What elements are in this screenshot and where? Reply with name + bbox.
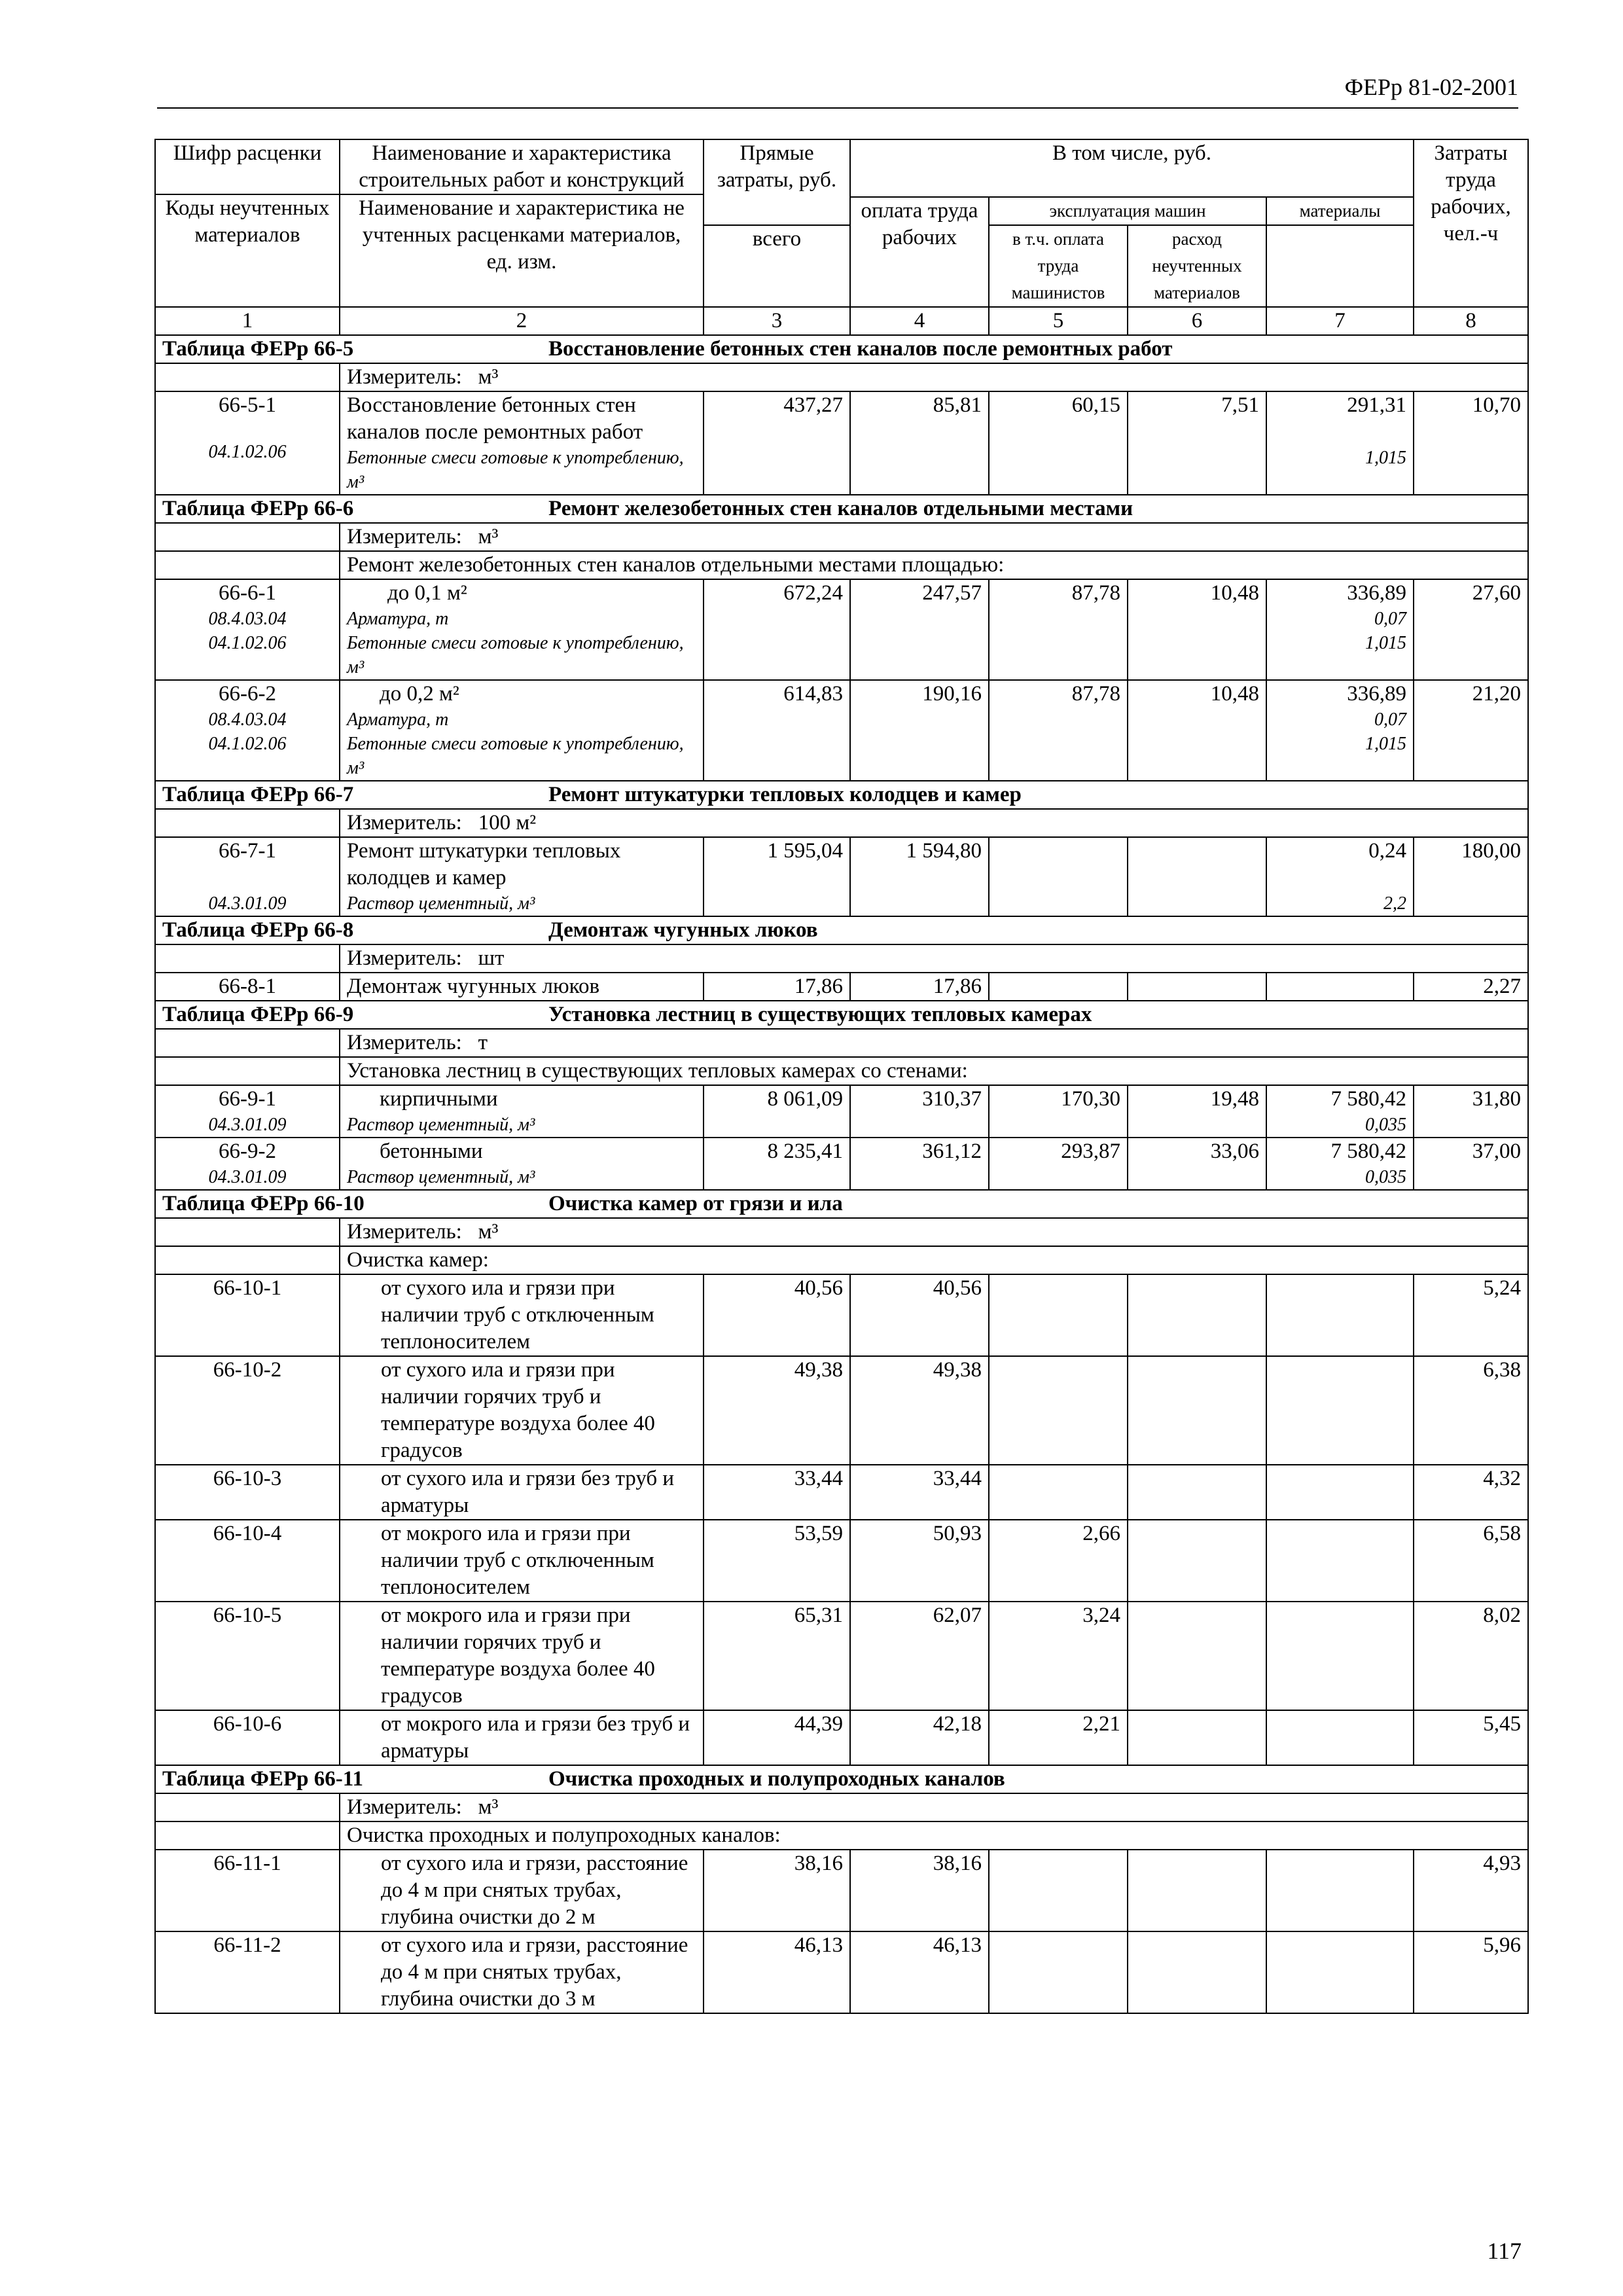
section-title-66-5 — [155, 335, 1528, 363]
table-cell: 310,37 — [850, 1085, 989, 1138]
table-cell: Раствор цементный, м³ — [347, 893, 535, 914]
table-row — [155, 837, 1528, 916]
table-cell: 0,07 — [1374, 609, 1407, 629]
table-row — [155, 1085, 1528, 1138]
table-cell: Таблица ФЕРр 66-10 — [162, 1192, 365, 1215]
table-cell: 46,13 — [850, 1931, 989, 2013]
table-row — [155, 1138, 1528, 1190]
table-cell: 10,48 — [1128, 579, 1266, 680]
col-num: 7 — [1266, 307, 1414, 335]
table-cell: 5,45 — [1414, 1710, 1528, 1765]
section-title-66-9 — [155, 1001, 1528, 1029]
table-cell: Таблица ФЕРр 66-11 — [162, 1767, 363, 1791]
table-cell: бетонными — [380, 1139, 483, 1163]
table-cell: 66-10-5 — [155, 1602, 340, 1710]
table-cell: от мокрого ила и грязи при наличии труб с отключенным теплоносителем — [340, 1520, 704, 1602]
table-cell: 336,89 — [1347, 682, 1407, 706]
table-cell: 1,015 — [1365, 448, 1407, 468]
table-cell: м³ — [478, 1795, 499, 1819]
table-cell: 04.3.01.09 — [208, 893, 287, 914]
table-cell: 672,24 — [704, 579, 850, 680]
table-cell: Измеритель: — [347, 811, 462, 834]
table-cell: 2,27 — [1414, 973, 1528, 1001]
table-cell: 66-6-1 — [219, 581, 276, 605]
table-cell: 44,39 — [704, 1710, 850, 1765]
table-cell: 6,38 — [1414, 1356, 1528, 1465]
table-cell: 7 580,42 — [1330, 1139, 1407, 1163]
group-intro: Ремонт железобетонных стен каналов отдельными местами площадью: — [340, 551, 1528, 579]
table-cell: 7,51 — [1128, 391, 1266, 495]
table-cell: 50,93 — [850, 1520, 989, 1602]
table-cell: Ремонт штукатурки тепловых колодцев и камер — [347, 839, 621, 889]
section-code: Таблица ФЕРр 66-5 — [162, 337, 354, 361]
section-title-66-10 — [155, 1190, 1528, 1218]
table-cell: Таблица ФЕРр 66-7 — [162, 783, 354, 806]
table-cell: Раствор цементный, м³ — [347, 1115, 535, 1135]
table-cell: 66-10-2 — [155, 1356, 340, 1465]
table-cell: 614,83 — [704, 680, 850, 781]
table-cell: 04.1.02.06 — [208, 442, 287, 462]
table-cell: 2,66 — [989, 1520, 1128, 1602]
header-code: Шифр расценки — [155, 139, 340, 194]
table-cell: до 0,2 м² — [380, 682, 459, 706]
table-cell: Установка лестниц в существующих тепловых камерах со стенами: — [340, 1057, 1528, 1085]
table-cell: 5,24 — [1414, 1274, 1528, 1356]
table-cell: 66-10-4 — [155, 1520, 340, 1602]
document-code: ФЕРр 81-02-2001 — [1344, 74, 1518, 100]
table-cell: Измеритель: — [347, 1795, 462, 1819]
table-cell: 190,16 — [850, 680, 989, 781]
table-cell: 10,48 — [1128, 680, 1266, 781]
table-cell: 7 580,42 — [1330, 1087, 1407, 1111]
table-cell: 04.3.01.09 — [208, 1115, 287, 1135]
table-cell: 1 594,80 — [850, 837, 989, 916]
header-unaccounted: расход неучтенных материалов — [1128, 225, 1266, 307]
table-row — [155, 1465, 1528, 1520]
table-cell: кирпичными — [380, 1087, 498, 1111]
table-cell: от сухого ила и грязи без труб и арматуры — [340, 1465, 704, 1520]
table-header-row — [155, 139, 1528, 194]
table-cell: 60,15 — [989, 391, 1128, 495]
table-cell: 66-7-1 — [219, 839, 276, 863]
header-labor: оплата труда рабочих — [850, 197, 989, 307]
section-title: Восстановление бетонных стен каналов после ремонтных работ — [548, 337, 1173, 361]
col-num: 2 — [340, 307, 704, 335]
header-name: Наименование и характеристика строительных работ и конструкций — [340, 139, 704, 194]
header-machinists: в т.ч. оплата труда машинистов — [989, 225, 1128, 307]
table-cell: 293,87 — [989, 1138, 1128, 1190]
table-cell: 04.1.02.06 — [208, 633, 287, 653]
table-cell: 04.3.01.09 — [208, 1167, 287, 1187]
table-cell: 33,44 — [704, 1465, 850, 1520]
table-cell: 0,24 — [1368, 839, 1407, 863]
header-machines: эксплуатация машин — [989, 197, 1266, 225]
table-row — [155, 1274, 1528, 1356]
table-cell: Таблица ФЕРр 66-8 — [162, 918, 354, 942]
page-number: 117 — [1487, 2238, 1522, 2264]
table-cell: Бетонные смеси готовые к употреблению, м³ — [347, 633, 684, 677]
table-cell: 170,30 — [989, 1085, 1128, 1138]
table-cell: 1 595,04 — [704, 837, 850, 916]
table-cell: 8 061,09 — [704, 1085, 850, 1138]
table-cell: 04.1.02.06 — [208, 734, 287, 754]
table-cell: 66-6-2 — [219, 682, 276, 706]
header-group: В том числе, руб. — [850, 139, 1414, 197]
col-num: 3 — [704, 307, 850, 335]
section-title-66-11 — [155, 1765, 1528, 1793]
table-cell: 17,86 — [704, 973, 850, 1001]
table-cell: 42,18 — [850, 1710, 989, 1765]
table-cell: 31,80 — [1414, 1085, 1528, 1138]
table-cell: 27,60 — [1414, 579, 1528, 680]
table-cell: 85,81 — [850, 391, 989, 495]
table-cell: 87,78 — [989, 680, 1128, 781]
table-cell: 66-11-2 — [155, 1931, 340, 2013]
table-cell: т — [478, 1031, 488, 1054]
table-cell: 62,07 — [850, 1602, 989, 1710]
table-cell: 08.4.03.04 — [208, 609, 287, 629]
table-cell: Очистка камер: — [340, 1246, 1528, 1274]
section-title-66-8 — [155, 916, 1528, 944]
table-cell: от мокрого ила и грязи без труб и арматуры — [340, 1710, 704, 1765]
table-cell: 40,56 — [850, 1274, 989, 1356]
price-table — [154, 139, 1529, 2014]
header-hours: Затраты труда рабочих, чел.-ч — [1414, 139, 1528, 307]
table-cell: 437,27 — [704, 391, 850, 495]
table-cell: 4,93 — [1414, 1850, 1528, 1931]
table-cell: 17,86 — [850, 973, 989, 1001]
table-cell: 3,24 — [989, 1602, 1128, 1710]
col-num: 6 — [1128, 307, 1266, 335]
table-cell: Демонтаж чугунных люков — [548, 918, 818, 942]
col-num: 1 — [155, 307, 340, 335]
table-cell: 0,07 — [1374, 709, 1407, 730]
table-cell: 19,48 — [1128, 1085, 1266, 1138]
table-cell: 08.4.03.04 — [208, 709, 287, 730]
table-cell: 100 м² — [478, 811, 537, 834]
table-cell: 37,00 — [1414, 1138, 1528, 1190]
table-cell: 66-5-1 — [219, 393, 276, 417]
table-cell: Таблица ФЕРр 66-9 — [162, 1003, 354, 1026]
table-cell: 5,96 — [1414, 1931, 1528, 2013]
table-cell: 361,12 — [850, 1138, 989, 1190]
table-cell: 46,13 — [704, 1931, 850, 2013]
table-cell: Демонтаж чугунных люков — [340, 973, 704, 1001]
table-cell: до 0,1 м² — [387, 581, 467, 605]
table-cell: 8 235,41 — [704, 1138, 850, 1190]
table-cell: 66-9-1 — [219, 1087, 276, 1111]
table-row — [155, 1850, 1528, 1931]
header-materials-names: Наименование и характеристика не учтенных расценками материалов, ед. изм. — [340, 194, 704, 307]
table-cell: 247,57 — [850, 579, 989, 680]
table-row — [155, 1520, 1528, 1602]
measure-unit: м³ — [478, 365, 499, 389]
table-cell: от сухого ила и грязи, расстояние до 4 м при снятых трубах, глубина очистки до 3 м — [340, 1931, 704, 2013]
table-cell: 1,015 — [1365, 633, 1407, 653]
table-cell: Арматура, т — [347, 609, 449, 629]
table-cell: 21,20 — [1414, 680, 1528, 781]
table-row — [155, 680, 1528, 781]
table-row — [155, 579, 1528, 680]
table-cell: от сухого ила и грязи, расстояние до 4 м при снятых трубах, глубина очистки до 2 м — [340, 1850, 704, 1931]
table-cell: 180,00 — [1414, 837, 1528, 916]
table-cell: шт — [478, 946, 505, 970]
table-row — [155, 1931, 1528, 2013]
table-row — [155, 391, 1528, 495]
table-cell: 53,59 — [704, 1520, 850, 1602]
section-title-66-7 — [155, 781, 1528, 809]
table-cell: 33,44 — [850, 1465, 989, 1520]
header-machines-total: всего — [704, 225, 850, 307]
table-cell: Ремонт штукатурки тепловых колодцев и камер — [548, 783, 1022, 806]
table-cell: 6,58 — [1414, 1520, 1528, 1602]
table-cell: 66-11-1 — [155, 1850, 340, 1931]
table-cell: 291,31 — [1347, 393, 1407, 417]
measure-label: Измеритель: — [347, 365, 462, 389]
col-num: 8 — [1414, 307, 1528, 335]
table-cell: 66-10-6 — [155, 1710, 340, 1765]
column-numbers-row — [155, 307, 1528, 335]
table-cell: Измеритель: — [347, 946, 462, 970]
table-cell: 2,21 — [989, 1710, 1128, 1765]
table-cell: Очистка камер от грязи и ила — [548, 1192, 843, 1215]
table-cell: Восстановление бетонных стен каналов после ремонтных работ — [347, 393, 643, 444]
table-cell: Очистка проходных и полупроходных каналов — [548, 1767, 1005, 1791]
table-row — [155, 973, 1528, 1001]
table-cell: 87,78 — [989, 579, 1128, 680]
table-cell: Измеритель: — [347, 525, 462, 548]
table-cell: 38,16 — [850, 1850, 989, 1931]
table-cell: Арматура, т — [347, 709, 449, 730]
table-cell: 49,38 — [850, 1356, 989, 1465]
header-materials: материалы — [1266, 197, 1414, 225]
table-cell: 66-10-1 — [155, 1274, 340, 1356]
table-cell: 10,70 — [1414, 391, 1528, 495]
table-cell: 336,89 — [1347, 581, 1407, 605]
table-cell: 33,06 — [1128, 1138, 1266, 1190]
table-cell: 66-8-1 — [155, 973, 340, 1001]
table-cell: Таблица ФЕРр 66-6 — [162, 497, 354, 520]
table-cell: Измеритель: — [347, 1031, 462, 1054]
table-cell: 40,56 — [704, 1274, 850, 1356]
table-cell: Очистка проходных и полупроходных каналов: — [340, 1821, 1528, 1850]
header-rule — [157, 107, 1518, 109]
table-cell: от сухого ила и грязи при наличии труб с отключенным теплоносителем — [340, 1274, 704, 1356]
table-cell: 1,015 — [1365, 734, 1407, 754]
table-cell: 0,035 — [1365, 1115, 1407, 1135]
table-cell: 4,32 — [1414, 1465, 1528, 1520]
table-cell: от сухого ила и грязи при наличии горячих труб и температуре воздуха более 40 градусов — [340, 1356, 704, 1465]
table-cell: 38,16 — [704, 1850, 850, 1931]
table-row — [155, 1356, 1528, 1465]
table-cell: 66-10-3 — [155, 1465, 340, 1520]
table-cell: Раствор цементный, м³ — [347, 1167, 535, 1187]
table-cell: 65,31 — [704, 1602, 850, 1710]
table-cell: Измеритель: — [347, 1220, 462, 1244]
header-materials-codes: Коды неучтенных материалов — [155, 194, 340, 307]
table-cell: Установка лестниц в существующих тепловых камерах — [548, 1003, 1092, 1026]
table-cell: м³ — [478, 1220, 499, 1244]
table-cell: 2,2 — [1383, 893, 1407, 914]
col-num: 4 — [850, 307, 989, 335]
header-direct: Прямые затраты, руб. — [704, 139, 850, 225]
table-cell: от мокрого ила и грязи при наличии горячих труб и температуре воздуха более 40 градусов — [340, 1602, 704, 1710]
table-row — [155, 1710, 1528, 1765]
table-cell: Ремонт железобетонных стен каналов отдельными местами — [548, 497, 1133, 520]
col-num: 5 — [989, 307, 1128, 335]
table-cell: м³ — [478, 525, 499, 548]
table-cell: 0,035 — [1365, 1167, 1407, 1187]
table-cell: 66-9-2 — [219, 1139, 276, 1163]
table-row — [155, 1602, 1528, 1710]
table-cell: 49,38 — [704, 1356, 850, 1465]
section-title-66-6 — [155, 495, 1528, 523]
table-cell: Бетонные смеси готовые к употреблению, м³ — [347, 734, 684, 778]
table-cell: 8,02 — [1414, 1602, 1528, 1710]
table-cell: Бетонные смеси готовые к употреблению, м³ — [347, 448, 684, 492]
